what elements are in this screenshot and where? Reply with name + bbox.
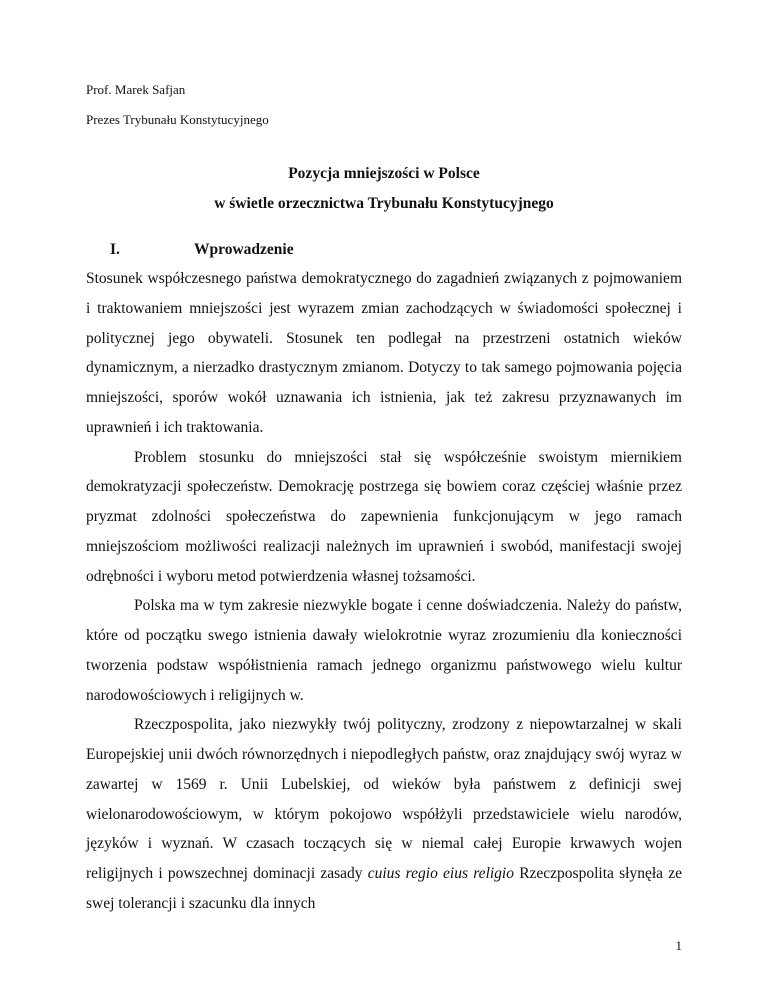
- document-title-line-2: w świetle orzecznictwa Trybunału Konstytucyjnego: [214, 195, 554, 212]
- paragraph-4: [86, 710, 682, 918]
- document-title-line-1: Pozycja mniejszości w Polsce: [288, 165, 480, 182]
- section-number: I.: [110, 241, 120, 258]
- paragraph-4-text-end: Rzeczpospolita słynęła ze swej tolerancji i szacunku dla innych: [86, 865, 682, 912]
- section-heading: Wprowadzenie: [194, 241, 294, 258]
- latin-phrase: cuius regio eius religio: [367, 865, 514, 882]
- author-title: Prezes Trybunału Konstytucyjnego: [86, 112, 269, 127]
- body-text: [86, 264, 682, 919]
- paragraph-4-text-start: Rzeczpospolita, jako niezwykły twój polityczny, zrodzony z niepowtarzalnej w skali Europejskiej unii dwóch równorzędnych i niepodległych państw, oraz znajdujący swój wyraz w zawartej w 1569 r. Unii Lubelskiej, od wieków była państwem z definicji swej wielonarodowościowym, w którym pokojowo współżyli przedstawiciele wielu narodów, języków i wyznań. W czasach toczących się w niemal całej Europie krwawych wojen religijnych i powszechnej dominacji zasady: [86, 716, 682, 882]
- paragraph-2: Problem stosunku do mniejszości stał się współcześnie swoistym miernikiem demokratyzacji społeczeństw. Demokrację postrzega się bowiem coraz częściej właśnie przez pryzmat zdolności społeczeństwa do zapewnienia funkcjonującym w jego ramach mniejszościom możliwości realizacji należnych im uprawnień i swobód, manifestacji swojej odrębności i wyboru metod potwierdzenia własnej tożsamości.: [86, 448, 682, 585]
- author-name: Prof. Marek Safjan: [86, 82, 186, 97]
- paragraph-1: Stosunek współczesnego państwa demokratycznego do zagadnień związanych z pojmowaniem i traktowaniem mniejszości jest wyrazem zmian zachodzących w świadomości społecznej i politycznej jego obywateli. Stosunek ten podlegał na przestrzeni ostatnich wieków dynamicznym, a nierzadko drastycznym zmianom. Dotyczy to tak samego pojmowania pojęcia mniejszości, sporów wokół uznawania ich istnienia, jak też zakresu przyznawanych im uprawnień i ich traktowania.: [86, 270, 682, 436]
- page-number: 1: [675, 938, 682, 953]
- paragraph-3: Polska ma w tym zakresie niezwykle bogate i cenne doświadczenia. Należy do państw, które od początku swego istnienia dawały wielokrotnie wyraz zrozumieniu dla konieczności tworzenia podstaw współistnienia ramach jednego organizmu państwowego wielu kultur narodowościowych i religijnych w.: [86, 597, 682, 704]
